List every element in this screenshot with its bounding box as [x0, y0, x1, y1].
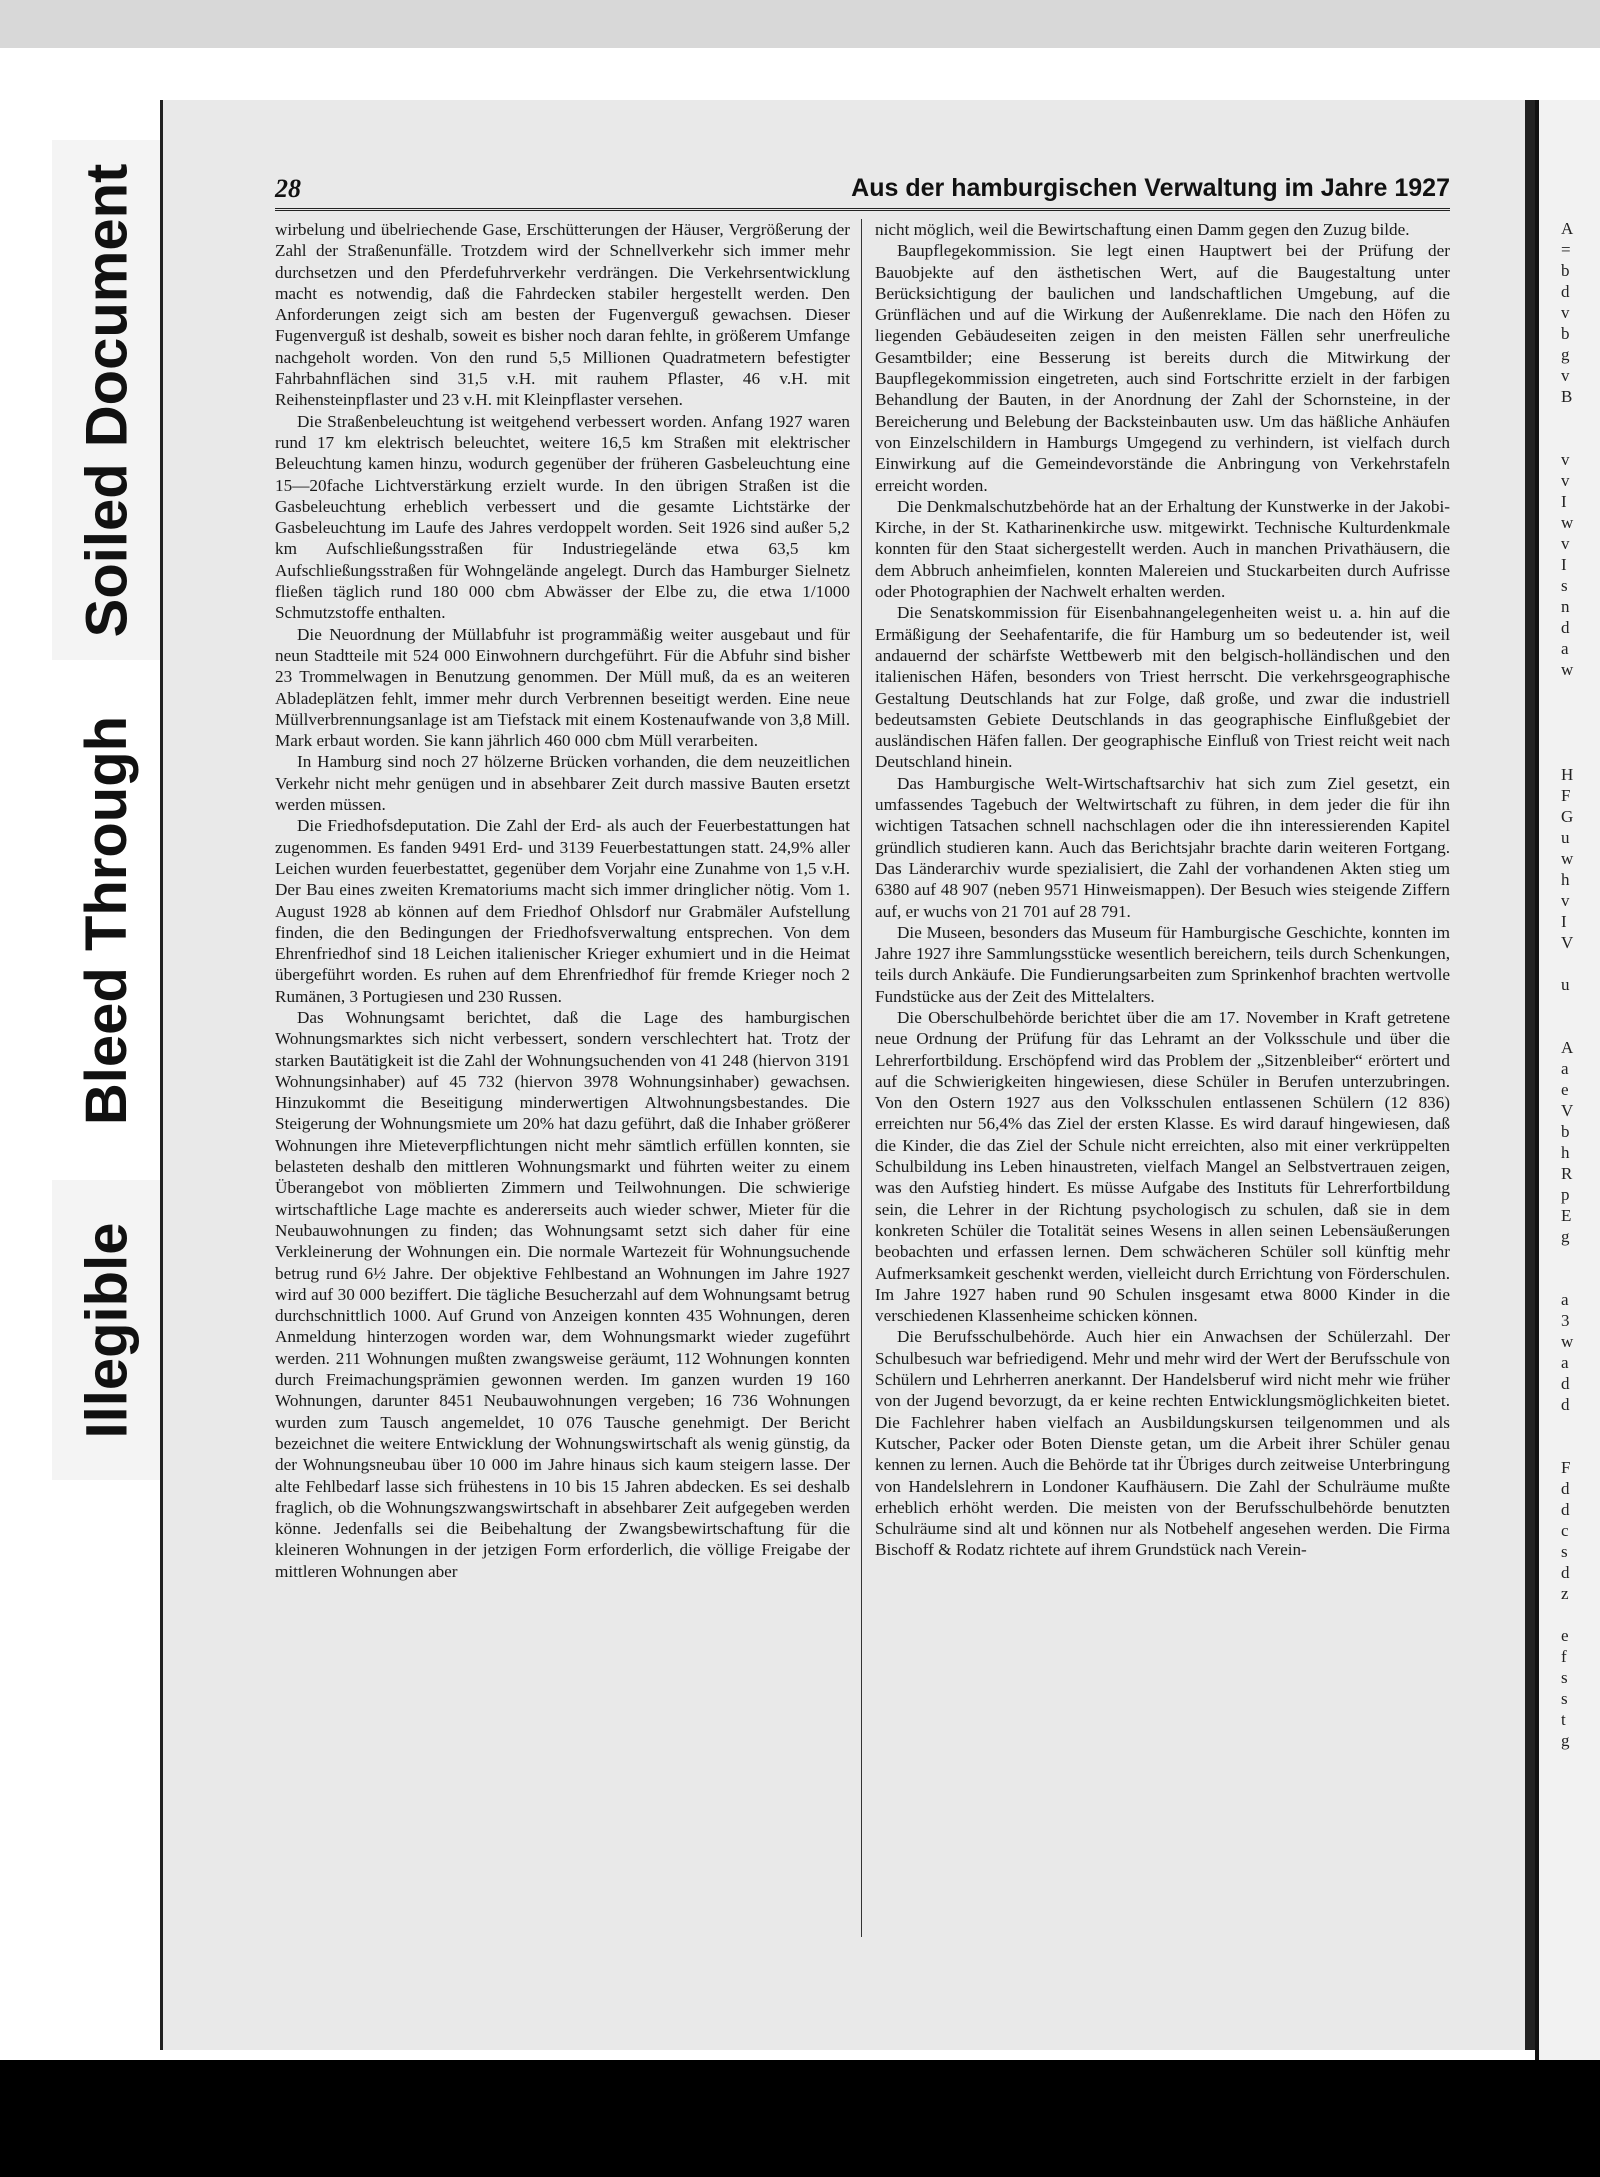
next-page-fragment: a: [1561, 1353, 1569, 1372]
paragraph: Die Museen, besonders das Museum für Hamburgische Geschichte, konnten im Jahre 1927 ihre Sammlungsstücke wesentlich bereichern, teils durch Schenkungen, teils durch Ankäufe. Die Fundierungsarbeiten zum Sprinkenhof brachten wertvolle Fundstücke aus der Zeit des Mittelalters.: [875, 922, 1450, 1006]
next-page-fragment: v: [1561, 891, 1570, 910]
next-page-fragment: b: [1561, 261, 1570, 280]
next-page-fragment: d: [1561, 1479, 1570, 1498]
next-page-fragment: u: [1561, 975, 1570, 994]
next-page-fragment: d: [1561, 282, 1570, 301]
paragraph: Die Neuordnung der Müllabfuhr ist programmäßig weiter ausgebaut und für neun Stadtteile mit 524 000 Einwohnern durchgeführt. Für die Abfuhr sind bisher 23 Trommelwagen in Benutzung genommen. Der Müll muß, da es an weiteren Abladeplätzen fehlt, immer mehr durch Verbrennen beseitigt werden. Eine neue Müllverbrennungsanlage ist am Tiefstack mit einem Kostenaufwande von 3,8 Mill. Mark erbaut worden. Sie kann jährlich 460 000 cbm Müll verarbeiten.: [275, 624, 850, 751]
next-page-fragment: [1539, 995, 1600, 1016]
page-content: [275, 170, 1450, 1937]
next-page-fragment: w: [1561, 513, 1574, 532]
next-page-fragment: p: [1561, 1185, 1570, 1204]
stamp-illegible: Illegible: [52, 1180, 162, 1480]
next-page-fragment: G: [1561, 807, 1574, 826]
next-page-fragment: H: [1561, 765, 1574, 784]
text-columns: [275, 219, 1450, 1937]
next-page-fragment: d: [1561, 1374, 1570, 1393]
next-page-fragment: V: [1561, 933, 1574, 952]
next-page-fragment: g: [1561, 1227, 1570, 1246]
paragraph: In Hamburg sind noch 27 hölzerne Brücken vorhanden, die dem neuzeitlichen Verkehr nicht mehr genügen und in absehbarer Zeit durch massive Bauten ersetzt werden müssen.: [275, 752, 850, 815]
next-page-fragment: t: [1561, 1710, 1566, 1729]
next-page-fragment: d: [1561, 1395, 1570, 1414]
page-number: 28: [275, 174, 301, 203]
next-page-fragment: R: [1561, 1164, 1573, 1183]
next-page-fragment: F: [1561, 1458, 1571, 1477]
paragraph: Die Oberschulbehörde berichtet über die am 17. November in Kraft getretene neue Ordnung der Prüfung für das Lehramt an der Volksschule und über die Lehrerfortbildung. Erschöpfend wird das Problem der „Sitzenbleiber“ erörtert und auf die Schwierigkeiten hingewiesen, diese Schüler in Berufen unterzubringen. Von den Ostern 1927 aus den Volksschulen entlassenen Schülern (12 836) erreichten nur 56,4% das Ziel der ersten Klasse. Es wird darauf hingewiesen, daß die Kinder, die das Ziel der Schule nicht erreichten, also mit einer verkrüppelten Schulbildung ins Leben hinaustreten, vielfach Mangel an Selbstvertrauen zeigen, was den Aufstieg hindert. Es müsse Aufgabe des Instituts für Lehrerfortbildung sein, die Lehrer in der Richtung psychologisch zu schulen, daß sie in dem konkreten Schüler die Totalität seines Wesens in allen seinen Lebensäußerungen beobachten und erfassen lernen. Dem schwächeren Schüler soll künftig mehr Aufmerksamkeit geschenkt werden, vielleicht durch Errichtung von Förderschulen. Im Jahre 1927 haben rund 90 Schulen insgesamt etwa 8000 Kinder in die verschiedenen Klassenheime schicken können.: [875, 1007, 1450, 1326]
next-page-fragment: 3: [1561, 1311, 1570, 1330]
scan-bottom-band: [0, 2060, 1600, 2177]
next-page-fragment: [1539, 1268, 1600, 1289]
next-page-fragment: s: [1561, 1542, 1568, 1561]
next-page-fragment: s: [1561, 1689, 1568, 1708]
next-page-fragment: a: [1561, 1290, 1569, 1309]
next-page-fragment: b: [1561, 1122, 1570, 1141]
next-page-fragment: f: [1561, 1647, 1567, 1666]
next-page-fragment: [1539, 407, 1600, 428]
right-column: [875, 219, 1450, 1561]
next-page-edge: [1535, 100, 1600, 2168]
next-page-fragment: a: [1561, 639, 1569, 658]
page-gutter-shadow: [1525, 100, 1535, 2050]
next-page-fragment: w: [1561, 660, 1574, 679]
next-page-fragment: I: [1561, 555, 1567, 574]
next-page-fragment: [1539, 722, 1600, 743]
paragraph: Die Friedhofsdeputation. Die Zahl der Erd- als auch der Feuerbestattungen hat zugenommen. Es fanden 9491 Erd- und 3139 Feuerbestattungen statt. 24,9% aller Leichen wurden feuerbestattet, gegenüber dem Vorjahr eine Zunahme von 1,5 v.H. Der Bau eines zweiten Krematoriums macht sich immer dringlicher nötig. Vom 1. August 1928 ab können auf dem Friedhof Ohlsdorf nur Grabmäler Aufstellung finden, die den Bedingungen der Friedhofsverwaltung entsprechen. Von dem Ehrenfriedhof sind 18 Leichen italienischer Krieger exhumiert und in die Heimat übergeführt worden. Es ruhen auf dem Ehrenfriedhof für fremde Krieger noch 2 Rumänen, 3 Portugiesen und 230 Russen.: [275, 816, 850, 1006]
next-page-fragment: s: [1561, 576, 1568, 595]
next-page-fragment: B: [1561, 387, 1573, 406]
next-page-fragment: g: [1561, 1731, 1570, 1750]
next-page-fragment: z: [1561, 1584, 1569, 1603]
next-page-fragment: n: [1561, 597, 1570, 616]
stamp-soiled-document: Soiled Document: [52, 140, 162, 660]
scan-top-band: [0, 0, 1600, 48]
next-page-fragment: v: [1561, 450, 1570, 469]
next-page-fragment: u: [1561, 828, 1570, 847]
next-page-fragment: [1539, 1016, 1600, 1037]
running-title: Aus der hamburgischen Verwaltung im Jahre 1927: [851, 174, 1450, 202]
next-page-fragment: d: [1561, 1500, 1570, 1519]
next-page-fragment: h: [1561, 1143, 1570, 1162]
next-page-fragment: [1539, 743, 1600, 764]
paragraph: Die Straßenbeleuchtung ist weitgehend verbessert worden. Anfang 1927 waren rund 17 km elektrisch beleuchtet, weitere 16,5 km Straßen mit elektrischer Beleuchtung kamen hinzu, wodurch gegenüber der früheren Gasbeleuchtung eine 15—20fache Lichtverstärkung erzielt wurde. In den übrigen Straßen ist die Gasbeleuchtung erheblich verbessert und die gesamte Lichtstärke der Gasbeleuchtung im Laufe des Jahres verdoppelt worden. Seit 1926 sind außer 5,2 km Aufschließungsstraßen für Industriegelände etwa 63,5 km Aufschließungsstraßen für Wohngelände angelegt. Durch das Hamburger Sielnetz fließen täglich rund 180 000 cbm Abwässer der Elbe zu, die etwa 1/1000 Schmutzstoffe enthalten.: [275, 411, 850, 623]
next-page-fragment: e: [1561, 1626, 1569, 1645]
next-page-fragment: [1539, 680, 1600, 701]
next-page-fragment: e: [1561, 1080, 1569, 1099]
quality-stamp-strip: [52, 140, 162, 1480]
paragraph: Die Denkmalschutzbehörde hat an der Erhaltung der Kunstwerke in der Jakobi-Kirche, in der St. Katharinenkirche usw. mitgewirkt. Technische Kulturdenkmale konnten für den Staat sichergestellt werden. Auch in manchen Privathäusern, die dem Abbruch anheimfielen, konnten Malereien und Stuckarbeiten durch Aufrisse oder Photographien der Nachwelt erhalten werden.: [875, 496, 1450, 602]
next-page-fragment: [1539, 1436, 1600, 1457]
next-page-fragment: I: [1561, 492, 1567, 511]
next-page-fragment: [1539, 1247, 1600, 1268]
next-page-fragment: d: [1561, 1563, 1570, 1582]
next-page-fragment: v: [1561, 534, 1570, 553]
paragraph: Baupflegekommission. Sie legt einen Hauptwert bei der Prüfung der Bauobjekte auf den ästhetischen Wert, auf die Baugestaltung unter Berücksichtigung der baulichen und landschaftlichen Umgebung, auf die Grünflächen und auf die Wirkung der Außenreklame. Die nach den Höfen zu liegenden Gebäudeseiten zeigen in den meisten Fällen sehr unerfreuliche Gesamtbilder; eine Besserung ist bereits durch die Mitwirkung der Baupflegekommission eingetreten, auch sind Fortschritte erzielt in der farbigen Behandlung der Bauten, in der Anordnung der Zahl der Schornsteine, in der Bereicherung und Belebung der Backsteinbauten usw. Um das häßliche Anhäufen von Einzelschildern in Hamburgs Umgegend zu verhindern, ist vielfach durch Einwirkung auf die Gemeindevorstände die Anbringung von Verkehrstafeln erreicht worden.: [875, 241, 1450, 495]
next-page-fragment: b: [1561, 324, 1570, 343]
running-header: [275, 170, 1450, 211]
next-page-fragment: g: [1561, 345, 1570, 364]
next-page-fragment: [1539, 701, 1600, 722]
column-rule: [861, 219, 862, 1937]
next-page-fragment: [1539, 428, 1600, 449]
next-page-fragment: w: [1561, 849, 1574, 868]
next-page-fragment: v: [1561, 303, 1570, 322]
next-page-fragment: v: [1561, 471, 1570, 490]
next-page-fragment: v: [1561, 366, 1570, 385]
next-page-fragment: w: [1561, 1332, 1574, 1351]
next-page-fragment: A: [1561, 1038, 1574, 1057]
next-page-fragment: A: [1561, 219, 1574, 238]
next-page-fragment: [1539, 953, 1600, 974]
next-page-fragment: [1539, 1415, 1600, 1436]
paragraph: Die Senatskommission für Eisenbahnangelegenheiten weist u. a. hin auf die Ermäßigung der Seehafentarife, die für Hamburg um so bedeutender ist, weil andauernd der schärfste Wettbewerb mit den belgisch-holländischen und den italienischen Häfen, besonders von Triest herrscht. Die verkehrsgeographische Gestaltung Deutschlands hat zur Folge, daß große, und zwar die industriell bedeutsamsten Gebiete Deutschlands in das geographische Einflußgebiet der ausländischen Häfen fallen. Der geographische Einfluß von Triest reicht weit nach Deutschland hinein.: [875, 603, 1450, 772]
next-page-fragment: c: [1561, 1521, 1569, 1540]
next-page-fragment: V: [1561, 1101, 1574, 1120]
next-page-fragment: =: [1561, 240, 1571, 259]
next-page-fragment: a: [1561, 1059, 1569, 1078]
next-page-fragment: h: [1561, 870, 1570, 889]
next-page-fragment: d: [1561, 618, 1570, 637]
next-page-fragment: E: [1561, 1206, 1572, 1225]
next-page-fragment: F: [1561, 786, 1571, 805]
paragraph: nicht möglich, weil die Bewirtschaftung einen Damm gegen den Zuzug bilde.: [875, 220, 1410, 239]
next-page-fragment: [1539, 1604, 1600, 1625]
next-page-fragment: s: [1561, 1668, 1568, 1687]
paragraph: wirbelung und übelriechende Gase, Erschütterungen der Häuser, Vergrößerung der Zahl der Straßenunfälle. Trotzdem wird der Schnellverkehr sich immer mehr durchsetzen und den Pferdefuhrverkehr verdrängen. Die Verkehrsentwicklung macht es notwendig, daß die Fahrdecken stabiler hergestellt werden. Den Anforderungen zeigt sich am besten der Fugenverguß gewachsen. Dieser Fugenverguß ist deshalb, soweit es bisher noch daran fehlte, in größerem Umfange nachgeholt worden. Von den rund 5,5 Millionen Quadratmetern befestigter Fahrbahnflächen sind 31,5 v.H. mit rauhem Pflaster, 46 v.H. mit Reihensteinpflaster und 23 v.H. mit Kleinpflaster versehen.: [275, 220, 850, 410]
paragraph: Das Hamburgische Welt-Wirtschaftsarchiv hat sich zum Ziel gesetzt, ein umfassendes Tagebuch der Weltwirtschaft zu führen, in dem jeder die für ihn wichtigen Tatsachen schnell nachschlagen oder die ihn interessierenden Kapitel gründlich studieren kann. Auch das Berichtsjahr brachte darin weiteren Fortgang. Das Länderarchiv wurde spezialisiert, die Zahl der vorhandenen Akten stieg um 6380 auf 48 907 (neben 9571 Hinweismappen). Der Besuch wies steigende Ziffern auf, er wuchs von 21 701 auf 28 791.: [875, 773, 1450, 921]
stamp-bleed-through: Bleed Through: [52, 660, 162, 1180]
left-column: [275, 219, 850, 1582]
paragraph: Die Berufsschulbehörde. Auch hier ein Anwachsen der Schülerzahl. Der Schulbesuch war befriedigend. Mehr und mehr wird der Wert der Berufsschule von Schülern und Lehrherren anerkannt. Der Handelsberuf wird nicht mehr wie früher von der Jugend bevorzugt, da er keine rechten Entwicklungsmöglichkeiten bietet. Die Fachlehrer haben vielfach an Ausbildungskursen teilgenommen und als Kutscher, Packer oder Boten Dienste getan, um die Arbeit ihrer Schüler genau kennen zu lernen. Auch die Behörde tat ihr Übriges durch zeitweise Unterbringung von Handelslehrern in Londoner Kaufhäusern. Die Zahl der Schulräume mußte erheblich erhöht werden. Die meisten von der Berufsschulbehörde benutzten Schulräume sind alt und können nur als Notbehelf angesehen werden. Die Firma Bischoff & Rodatz richtete auf ihrem Grundstück nach Verein-: [875, 1327, 1450, 1560]
paragraph: Das Wohnungsamt berichtet, daß die Lage des hamburgischen Wohnungsmarktes sich nicht verbessert, sondern verschlechtert hat. Trotz der starken Bautätigkeit ist die Zahl der Wohnungsuchenden von 41 248 (hiervon 3191 Wohnungsinhaber) auf 45 732 (hiervon 3978 Wohnungsinhaber) gewachsen. Hinzukommt die Beseitigung minderwertigen Altwohnungsbestandes. Die Steigerung der Wohnungsmiete um 20% hat dazu geführt, daß die Inhaber größerer Wohnungen ihre Mieteverpflichtungen nicht mehr sämtlich erfüllen konnten, sie belasteten deshalb den mittleren Wohnungsmarkt und führten weiter zu einem Überangebot von möblierten Zimmern und Teilwohnungen. Die schwierige wirtschaftliche Lage machte es andererseits auch wieder schwer, Mieter für die Neubauwohnungen zu finden; das Wohnungsamt setzt sich daher für eine Verkleinerung der Wohnungen ein. Die normale Wartezeit für Wohnungsuchende betrug rund 6½ Jahre. Der objektive Fehlbestand an Wohnungen im Jahre 1927 wird auf 30 000 beziffert. Die tägliche Besucherzahl auf dem Wohnungsamt betrug durchschnittlich 1000. Auf Grund von Anzeigen konnten 435 Wohnungen, deren Anmeldung hinterzogen worden war, dem Wohnungsmarkt wieder zugeführt werden. 211 Wohnungen mußten zwangsweise geräumt, 112 Wohnungen konnten durch Freimachungsprämien gewonnen werden. Im ganzen wurden 19 160 Wohnungen, darunter 8451 Neubauwohnungen vergeben; 16 736 Wohnungen wurden zum Tausch angemeldet, 10 076 Tausche genehmigt. Der Bericht bezeichnet die weitere Entwicklung der Wohnungswirtschaft als wenig günstig, da der Wohnungsneubau über 10 000 im Jahre hinaus sich kaum steigern lasse. Der alte Fehlbedarf lasse sich frühestens in 10 bis 15 Jahren abdecken. Es sei deshalb fraglich, ob die Wohnungszwangswirtschaft in absehbarer Zeit aufgegeben werden könne. Jedenfalls sei die Beibehaltung der Zwangsbewirtschaftung für die kleineren Wohnungen in der jetzigen Form erforderlich, die völlige Freigabe der mittleren Wohnungen aber: [275, 1007, 850, 1581]
next-page-fragment: I: [1561, 912, 1567, 931]
